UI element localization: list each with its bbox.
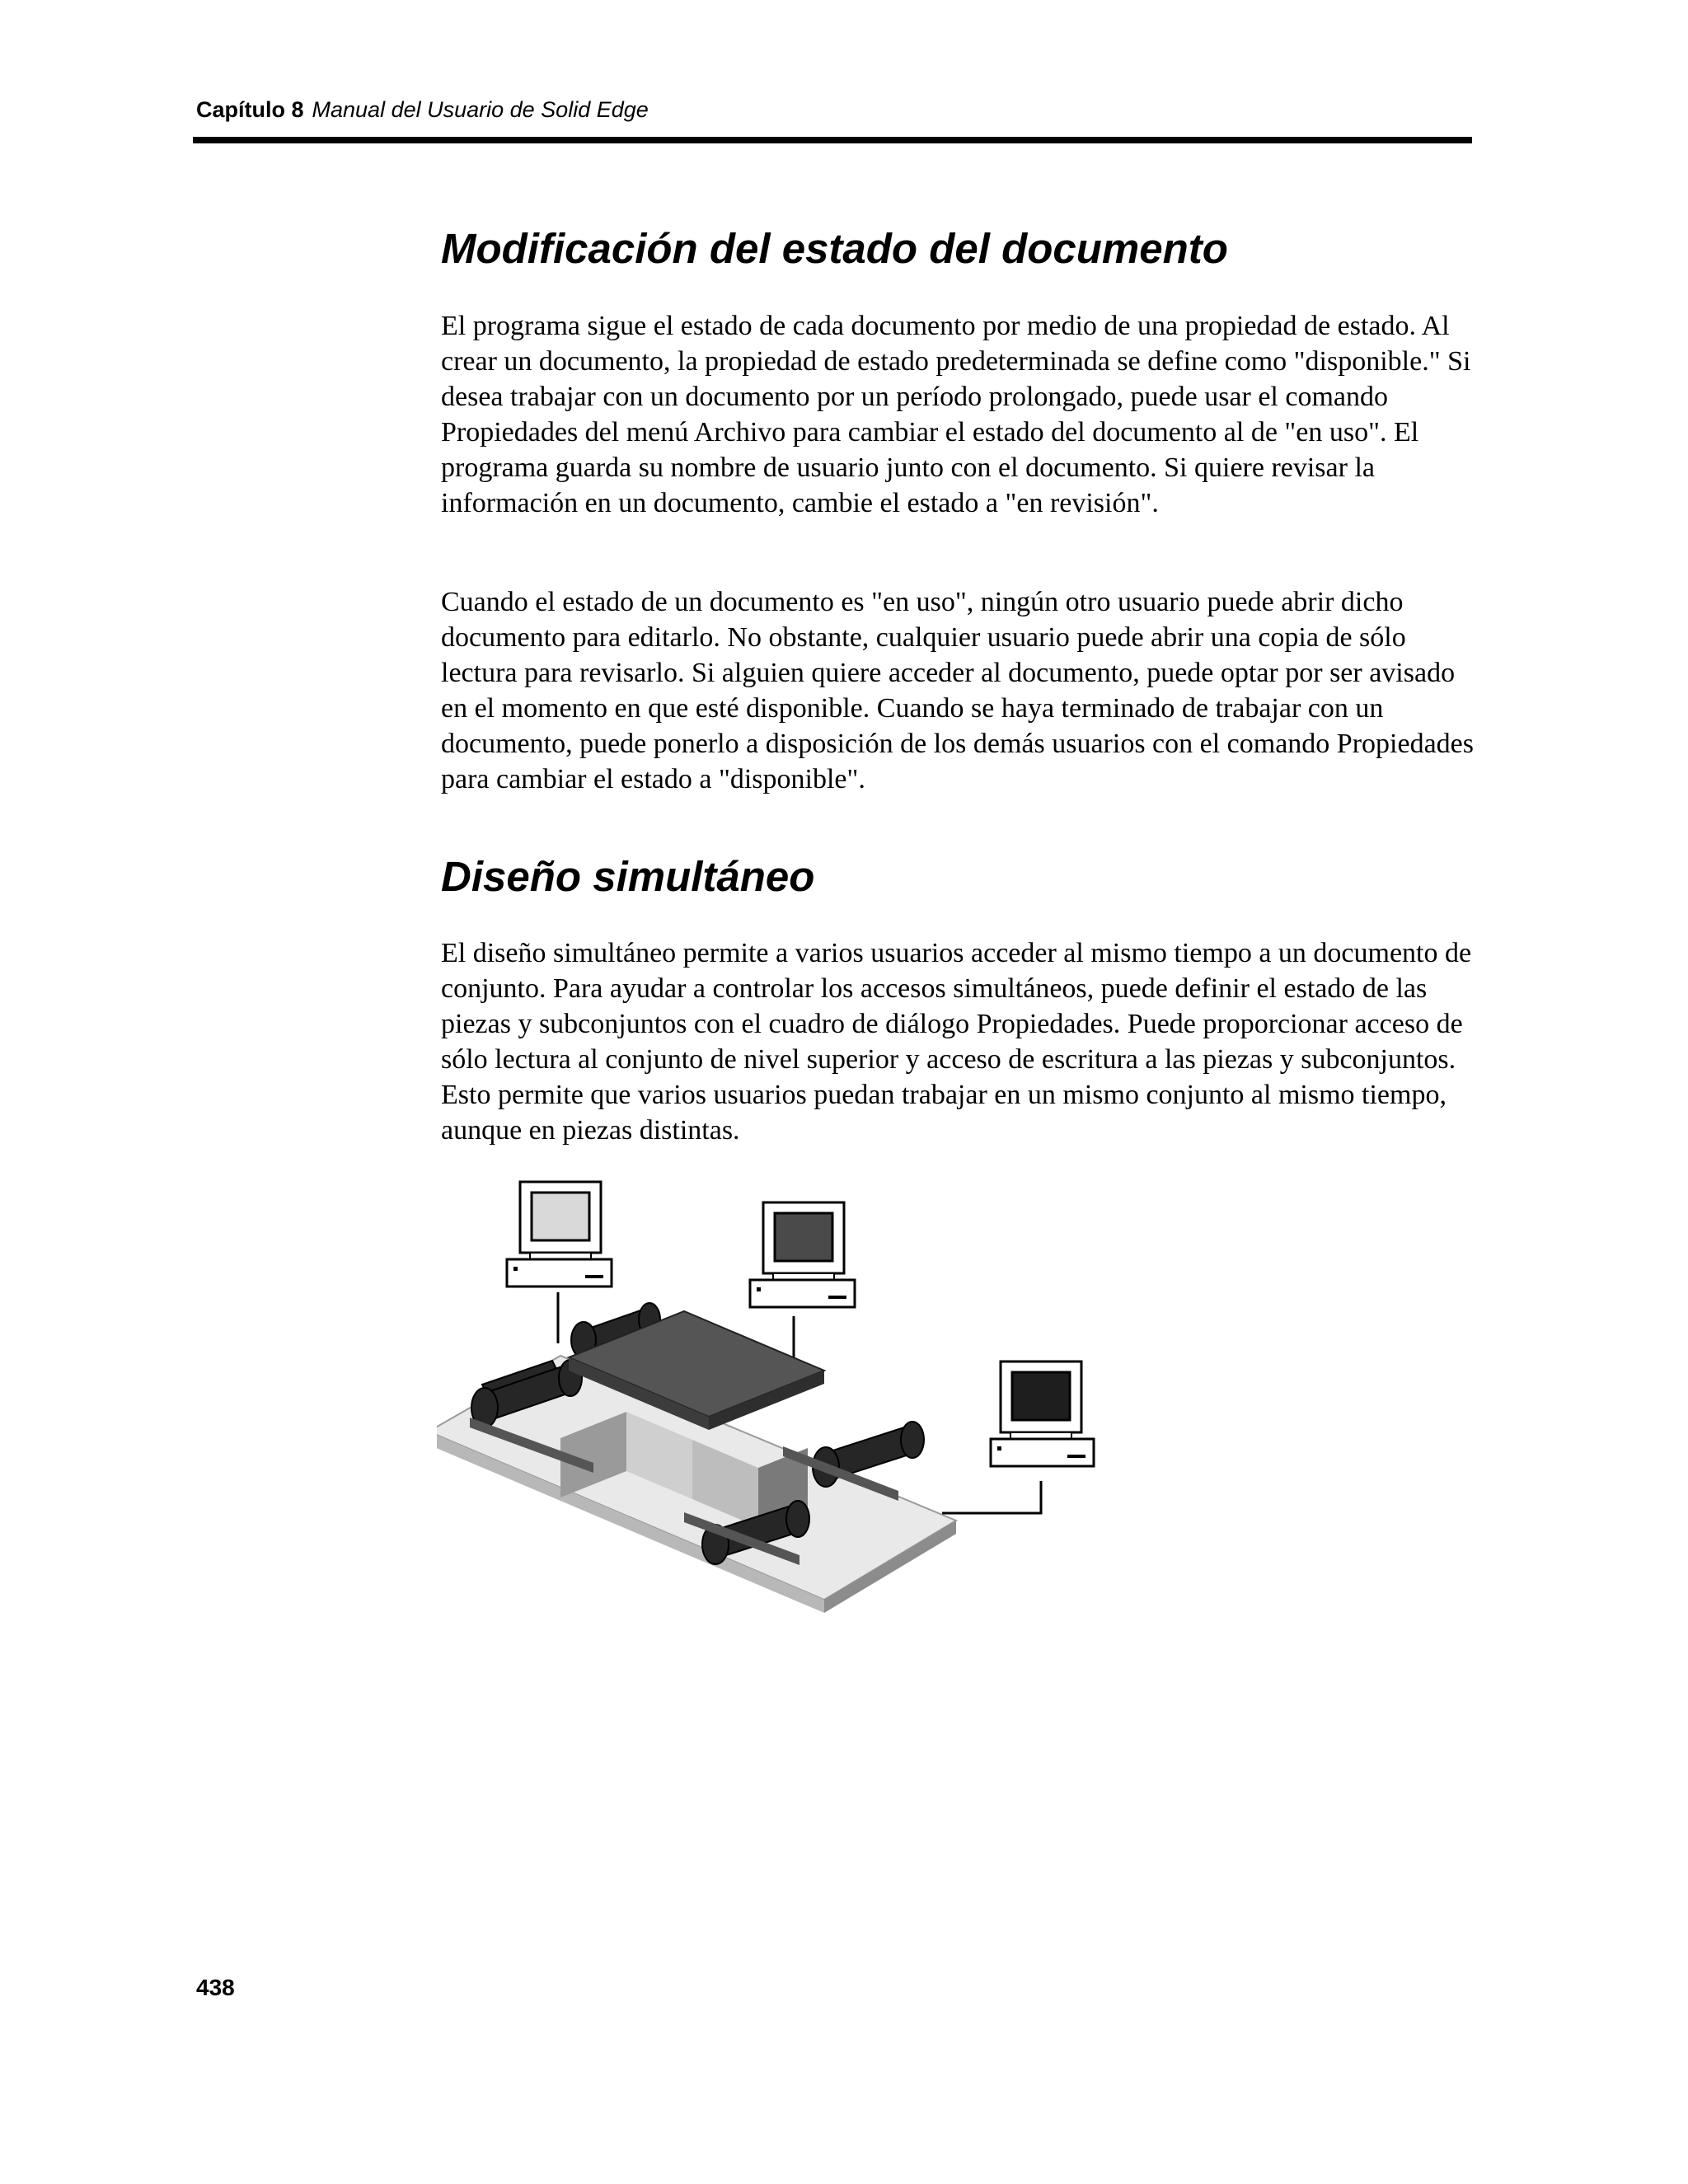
workstation-icon-3 xyxy=(942,1361,1094,1513)
section-heading-estado: Modificación del estado del documento xyxy=(441,225,1228,272)
paragraph-estado-2: Cuando el estado de un documento es "en uso", ningún otro usuario puede abrir dicho documento para editarlo. No obstante, cualquier usuario puede abrir una copia de sólo lectura para revisarlo. Si alguien quiere acceder al documento, puede optar por ser avisado en el momento en que esté disponible. Cuando se haya terminado de trabajar con un documento, puede ponerlo a disposición de los demás usuarios con el comando Propiedades para cambiar el estado a "disponible". xyxy=(441,587,1474,794)
concurrent-design-illustration xyxy=(437,1174,1113,1669)
workstation-screen-3 xyxy=(1012,1372,1070,1420)
paragraph-estado-1: El programa sigue el estado de cada documento por medio de una propiedad de estado. Al crear un documento, la propiedad de estado predeterminada se define como "disponible." Si desea trabajar con un documento por un período prolongado, puede usar el comando Propiedades del menú Archivo para cambiar el estado del documento al de "en uso". El programa guarda su nombre de usuario junto con el documento. Si quiere revisar la información en un documento, cambie el estado a "en revisión". xyxy=(441,311,1471,518)
assembly-model xyxy=(437,1303,956,1613)
workstation-screen-2 xyxy=(775,1213,832,1261)
header-rule xyxy=(193,137,1472,143)
section-heading-simultaneo: Diseño simultáneo xyxy=(441,853,815,900)
running-header xyxy=(196,97,649,123)
workstation-icon-1 xyxy=(507,1182,612,1343)
workstation-icon-2 xyxy=(750,1202,855,1366)
chapter-label: Capítulo 8 xyxy=(196,97,304,122)
workstation-screen-1 xyxy=(532,1193,589,1240)
manual-title: Manual del Usuario de Solid Edge xyxy=(312,97,649,122)
page-number: 438 xyxy=(196,1975,235,2000)
paragraph-simultaneo-1: El diseño simultáneo permite a varios usuarios acceder al mismo tiempo a un documento de conjunto. Para ayudar a controlar los accesos simultáneos, puede definir el estado de las piezas y subconjuntos con el cuadro de diálogo Propiedades. Puede proporcionar acceso de sólo lectura al conjunto de nivel superior y acceso de escritura a las piezas y subconjuntos. Esto permite que varios usuarios puedan trabajar en un mismo conjunto al mismo tiempo, aunque en piezas distintas. xyxy=(441,938,1472,1146)
